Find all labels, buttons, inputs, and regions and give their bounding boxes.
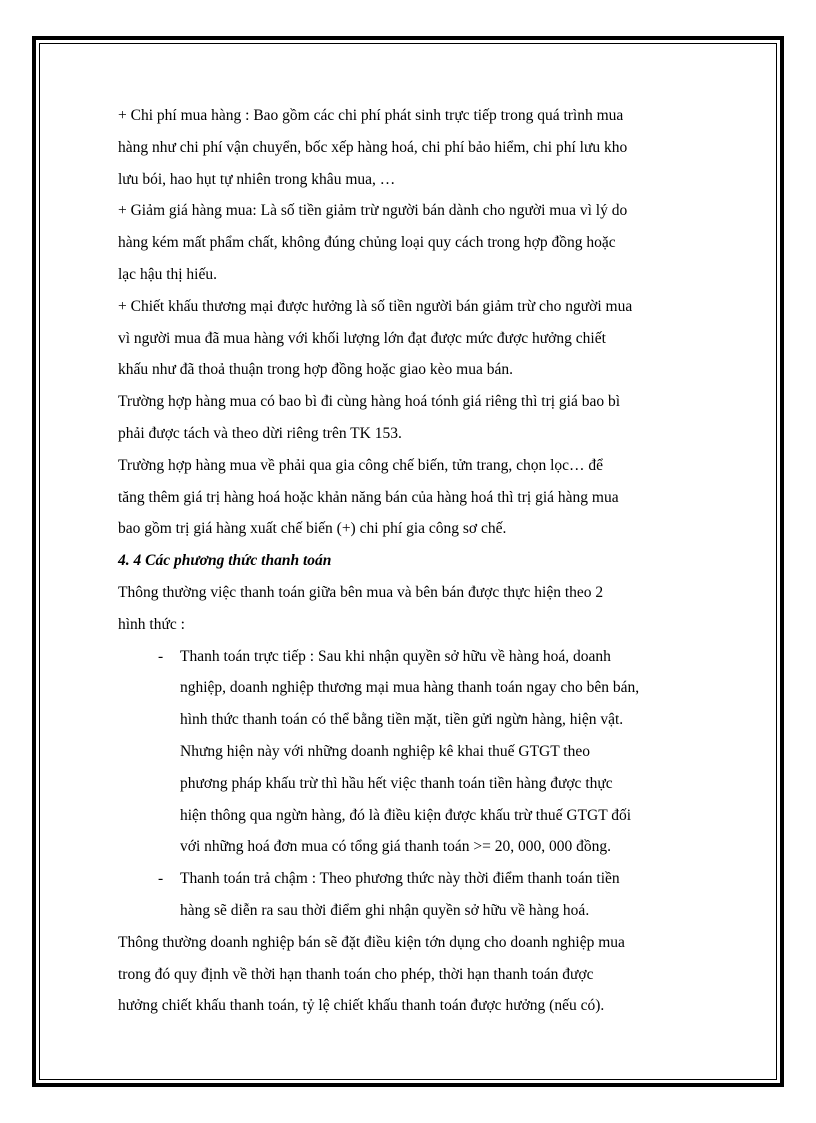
bullet-list bbox=[118, 641, 703, 927]
text-line: Trường hợp hàng mua về phải qua gia công chế biến, tửn trang, chọn lọc… để bbox=[118, 456, 604, 474]
text-line: Thông thường doanh nghiệp bán sẽ đặt điều kiện tớn dụng cho doanh nghiệp mua bbox=[118, 933, 625, 951]
bullet-first-line bbox=[118, 641, 703, 673]
text-line: bao gồm trị giá hàng xuất chế biến (+) chi phí gia công sơ chế. bbox=[118, 520, 507, 538]
bullet-item-deferred-payment bbox=[118, 863, 703, 927]
text-line: hiện thông qua ngừn hàng, đó là điều kiện được khấu trừ thuế GTGT đối bbox=[180, 806, 632, 824]
paragraph-packaging bbox=[118, 386, 703, 450]
text-line: hình thức : bbox=[118, 615, 185, 633]
text-line: tăng thêm giá trị hàng hoá hoặc khản năng bán của hàng hoá thì trị giá hàng mua bbox=[118, 488, 619, 506]
text-line: nghiệp, doanh nghiệp thương mại mua hàng thanh toán ngay cho bên bán, bbox=[180, 679, 640, 697]
text-line: Thanh toán trả chậm : Theo phương thức này thời điểm thanh toán tiền bbox=[180, 870, 620, 888]
text-line: với những hoá đơn mua có tổng giá thanh toán >= 20, 000, 000 đồng. bbox=[180, 838, 612, 856]
text-line: vì người mua đã mua hàng với khối lượng lớn đạt được mức được hưởng chiết bbox=[118, 329, 606, 347]
paragraph-purchase-discount bbox=[118, 195, 703, 290]
text-line: hàng sẽ diễn ra sau thời điểm ghi nhận quyền sở hữu về hàng hoá. bbox=[180, 901, 590, 919]
text-line: Trường hợp hàng mua có bao bì đi cùng hàng hoá tónh giá riêng thì trị giá bao bì bbox=[118, 393, 621, 411]
text-line: hưởng chiết khấu thanh toán, tỷ lệ chiết khấu thanh toán được hưởng (nếu có). bbox=[118, 997, 605, 1015]
paragraph-purchase-costs bbox=[118, 100, 703, 195]
text-line: + Chi phí mua hàng : Bao gồm các chi phí phát sinh trực tiếp trong quá trình mua bbox=[118, 107, 624, 124]
bullet-first-line bbox=[118, 863, 703, 895]
text-line: lạc hậu thị hiếu. bbox=[118, 265, 217, 283]
text-line: lưu bói, hao hụt tự nhiên trong khâu mua, … bbox=[118, 170, 396, 188]
text-line: phải được tách và theo dừi riêng trên TK 153. bbox=[118, 424, 402, 442]
text-line: + Giảm giá hàng mua: Là số tiền giảm trừ người bán dành cho người mua vì lý do bbox=[118, 202, 628, 220]
text-line: phương pháp khấu trừ thì hầu hết việc thanh toán tiền hàng được thực bbox=[180, 774, 613, 792]
text-line: hình thức thanh toán có thể bằng tiền mặt, tiền gửi ngừn hàng, hiện vật. bbox=[180, 711, 624, 729]
text-line: + Chiết khấu thương mại được hưởng là số tiền người bán giảm trừ cho người mua bbox=[118, 297, 633, 315]
paragraph-processing bbox=[118, 450, 703, 545]
paragraph-intro bbox=[118, 577, 703, 641]
text-line: Thanh toán trực tiếp : Sau khi nhận quyền sở hữu về hàng hoá, doanh bbox=[180, 647, 611, 665]
dash-marker: - bbox=[158, 647, 164, 665]
text-line: khấu như đã thoả thuận trong hợp đồng hoặc giao kèo mua bán. bbox=[118, 361, 513, 379]
text-line: trong đó quy định về thời hạn thanh toán cho phép, thời hạn thanh toán được bbox=[118, 965, 594, 983]
section-heading: 4. 4 Các phương thức thanh toán bbox=[118, 552, 332, 570]
text-line: Nhưng hiện này với những doanh nghiệp kê khai thuế GTGT theo bbox=[180, 742, 590, 760]
document-body bbox=[118, 100, 703, 1022]
paragraph-trade-discount bbox=[118, 291, 703, 386]
dash-marker: - bbox=[158, 870, 164, 888]
text-line: hàng như chi phí vận chuyển, bốc xếp hàng hoá, chi phí bảo hiểm, chi phí lưu kho bbox=[118, 138, 628, 156]
text-line: hàng kém mất phẩm chất, không đúng chủng loại quy cách trong hợp đồng hoặc bbox=[118, 234, 616, 252]
bullet-item-direct-payment bbox=[118, 641, 703, 864]
paragraph-closing bbox=[118, 927, 703, 1022]
text-line: Thông thường việc thanh toán giữa bên mua và bên bán được thực hiện theo 2 bbox=[118, 583, 604, 601]
